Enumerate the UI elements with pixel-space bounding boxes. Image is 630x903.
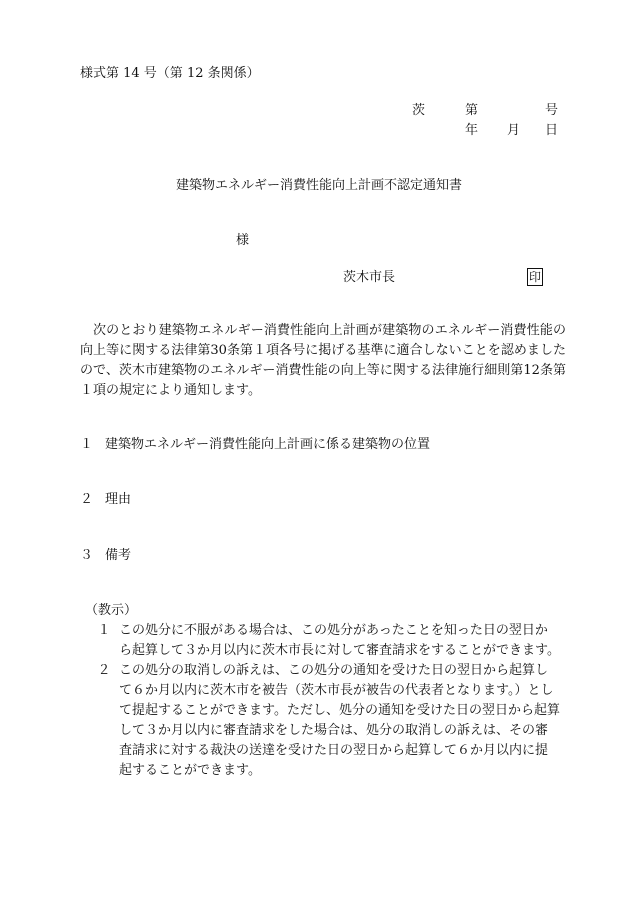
notice-entry (85, 621, 560, 661)
notice-entry (85, 661, 560, 781)
item-reason (80, 493, 131, 506)
item-number: １ (80, 437, 94, 452)
seal-mark (527, 268, 543, 286)
notice-entry-number: １ (97, 623, 111, 638)
notice-section (85, 601, 560, 781)
date-year: 年 (465, 123, 479, 138)
addressee-suffix: 様 (236, 233, 250, 248)
notice-entry-text: この処分に不服がある場合は、この処分があったことを知った日の翌日から起算して３か月以内に茨木市長に対して審査請求をすることができます。 (119, 623, 560, 658)
issuer-name: 茨木市長 (343, 270, 396, 285)
doc-number-go: 号 (545, 103, 559, 118)
item-number: ３ (80, 548, 94, 563)
document-title: 建築物エネルギー消費性能向上計画不認定通知書 (176, 178, 463, 193)
item-label: 建築物エネルギー消費性能向上計画に係る建築物の位置 (105, 437, 431, 452)
item-label: 理由 (105, 492, 132, 507)
notice-entry-text: この処分の取消しの訴えは、この処分の通知を受けた日の翌日から起算して６か月以内に茨木市を被告（茨木市長が被告の代表者となります。）として提起することができます。ただし、処分の通知を受けた日の翌日から起算して３か月以内に審査請求をした場合は、処分の取消しの訴えは、その審査請求に対する裁決の送達を受けた日の翌日から起算して６か月以内に提起することができます。 (119, 663, 560, 778)
seal-box: 印 (529, 270, 542, 284)
notice-entry-number: ２ (97, 663, 111, 678)
body-paragraph: 次のとおり建築物エネルギー消費性能向上計画が建築物のエネルギー消費性能の向上等に関する法律第30条第１項各号に掲げる基準に適合しないことを認めましたので、茨木市建築物のエネルギー消費性能の向上等に関する法律施行細則第12条第１項の規定により通知します。 (80, 323, 566, 398)
item-remarks (80, 549, 131, 562)
item-location (80, 438, 430, 451)
notice-heading: （教示） (85, 603, 138, 618)
date-day: 日 (545, 123, 559, 138)
doc-number-dai: 第 (465, 103, 479, 118)
item-number: ２ (80, 492, 94, 507)
item-label: 備考 (105, 548, 132, 563)
form-label: 様式第 14 号（第 12 条関係） (80, 66, 260, 81)
date-month: 月 (507, 123, 521, 138)
doc-number-prefix: 茨 (412, 103, 426, 118)
